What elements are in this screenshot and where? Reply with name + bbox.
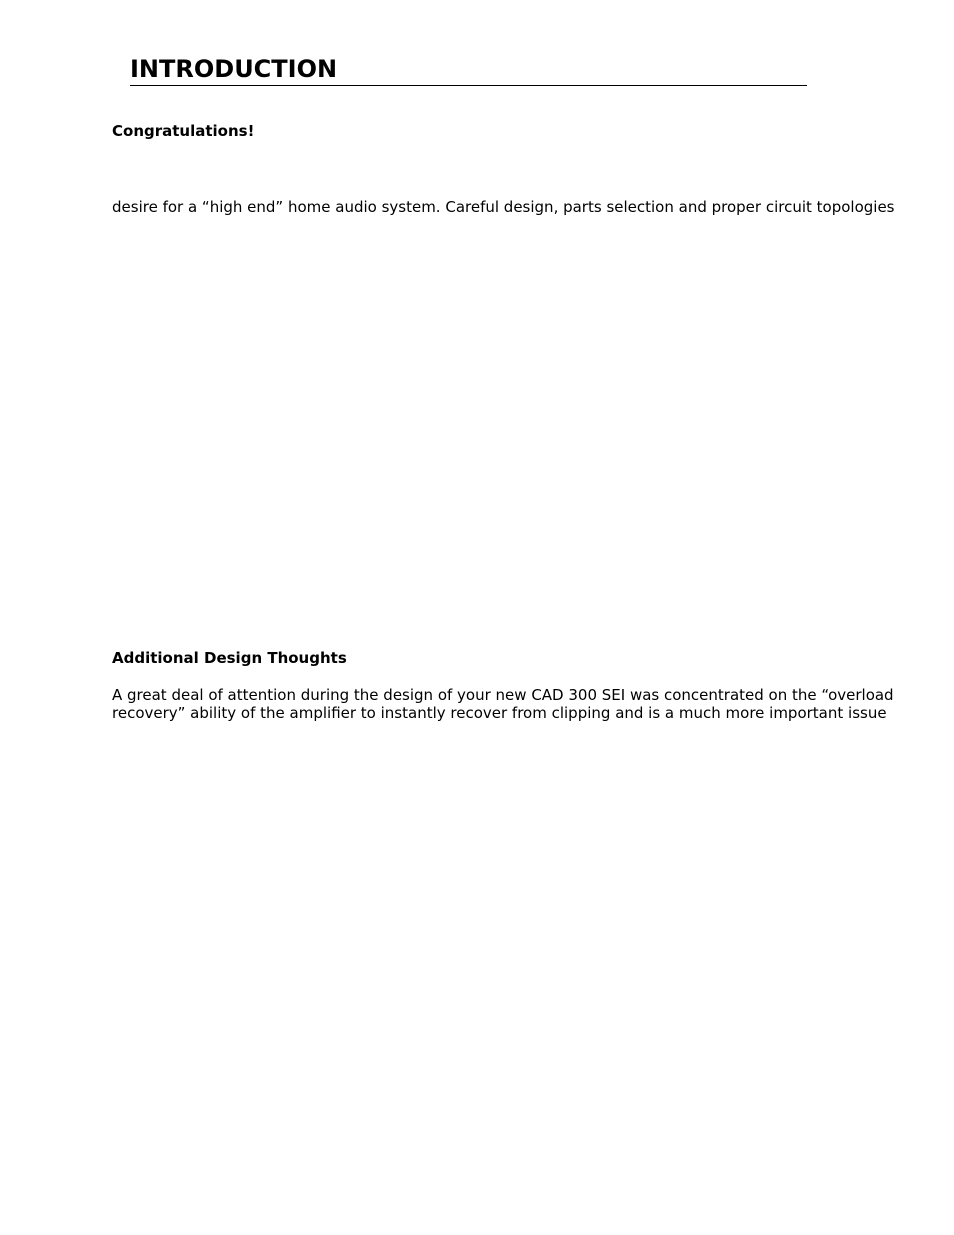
section-heading-congratulations: Congratulations! [112,122,255,140]
paragraph-line: recovery” ability of the amplifier to instantly recover from clipping and is a much more important issue [112,704,887,722]
paragraph-line: A great deal of attention during the design of your new CAD 300 SEI was concentrated on the “overload [112,686,894,704]
paragraph-line: desire for a “high end” home audio system. Careful design, parts selection and proper circuit topologies [112,198,895,216]
page-title: INTRODUCTION [130,53,807,86]
section-heading-additional-design-thoughts: Additional Design Thoughts [112,649,347,667]
